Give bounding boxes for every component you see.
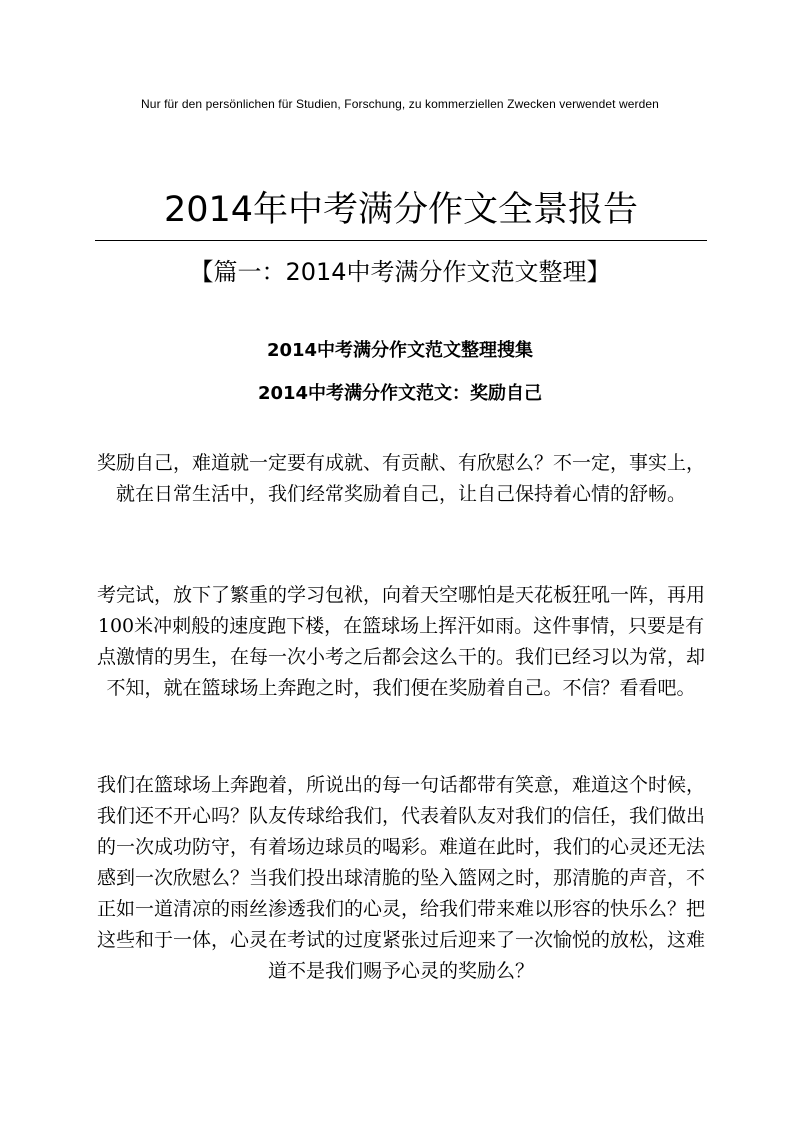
paragraph-1: 奖励自己，难道就一定要有成就、有贡献、有欣慰么？不一定，事实上，就在日常生活中，我们经常奖励着自己，让自己保持着心情的舒畅。 — [96, 452, 705, 505]
paragraph-3: 我们在篮球场上奔跑着，所说出的每一句话都带有笑意，难道这个时候，我们还不开心吗？队友传球给我们，代表着队友对我们的信任，我们做出的一次成功防守，有着场边球员的喝彩。难道在此时，我们的心灵还无法感到一次欣慰么？当我们投出球清脆的坠入篮网之时，那清脆的声音，不正如一道清凉的雨丝渗透我们的心灵，给我们带来难以形容的快乐么？把这些和于一体，心灵在考试的过度紧张过后迎来了一次愉悦的放松，这难道不是我们赐予心灵的奖励么？ — [96, 774, 705, 982]
section-title: 【篇一：2014中考满分作文范文整理】 — [189, 258, 611, 286]
header-note: Nur für den persönlichen für Studien, Forschung, zu kommerziellen Zwecken verwendet werden — [141, 97, 659, 111]
paragraph-2: 考完试，放下了繁重的学习包袱，向着天空哪怕是天花板狂吼一阵，再用100米冲刺般的速度跑下楼，在篮球场上挥汗如雨。这件事情，只要是有点激情的男生，在每一次小考之后都会这么干的。我们已经习以为常，却不知，就在篮球场上奔跑之时，我们便在奖励着自己。不信？看看吧。 — [96, 584, 705, 699]
essay-title: 2014中考满分作文范文：奖励自己 — [257, 383, 543, 404]
essay-collection-title: 2014中考满分作文范文整理搜集 — [266, 340, 534, 361]
document-title: 2014年中考满分作文全景报告 — [95, 184, 707, 241]
